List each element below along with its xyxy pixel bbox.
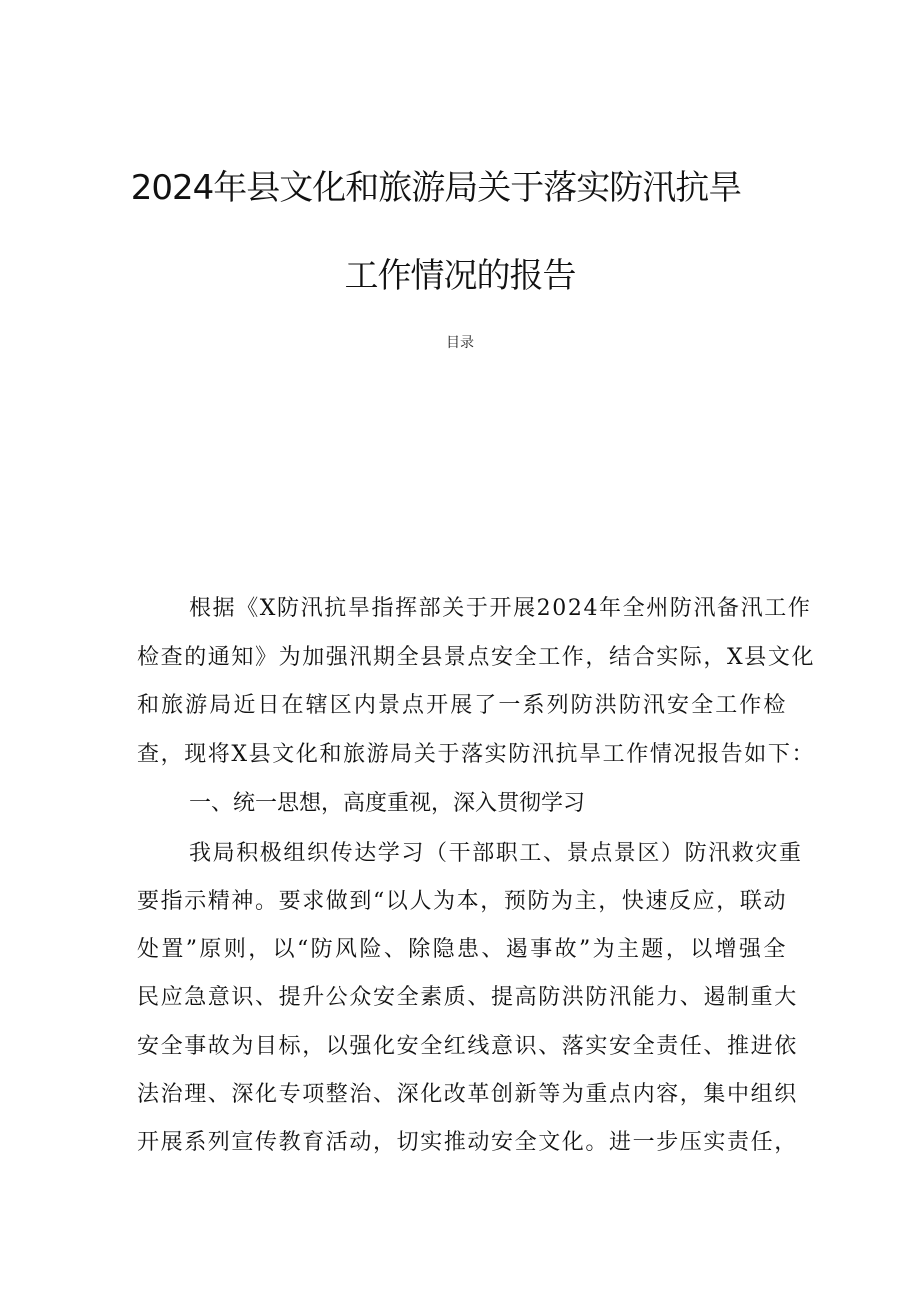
paragraph-line: 安全事故为目标，以强化安全红线意识、落实安全责任、推进依 <box>137 1034 798 1059</box>
paragraph-line: 检查的通知》为加强汛期全县景点安全工作，结合实际，X县文化 <box>137 645 816 670</box>
paragraph-line: 法治理、深化专项整治、深化改革创新等为重点内容，集中组织 <box>137 1082 798 1107</box>
paragraph-line: 查，现将X县文化和旅游局关于落实防汛抗旱工作情况报告如下： <box>137 742 816 767</box>
paragraph-line: 我局积极组织传达学习（干部职工、景点景区）防汛救灾重 <box>189 841 803 866</box>
document-title-line-2: 工作情况的报告 <box>344 256 576 296</box>
toc-label: 目录 <box>446 335 474 351</box>
paragraph-line: 处置”原则，以“防风险、除隐患、遏事故”为主题，以增强全 <box>137 937 787 962</box>
document-title-line-1: 2024年县文化和旅游局关于落实防汛抗旱 <box>130 168 742 208</box>
paragraph-line: 开展系列宣传教育活动，切实推动安全文化。进一步压实责任， <box>137 1130 798 1155</box>
paragraph-line: 根据《X防汛抗旱指挥部关于开展2024年全州防汛备汛工作 <box>189 596 812 621</box>
paragraph-line: 和旅游局近日在辖区内景点开展了一系列防洪防汛安全工作检 <box>137 693 787 718</box>
paragraph-line: 要指示精神。要求做到“以人为本，预防为主，快速反应，联动 <box>137 889 788 914</box>
section-heading: 一、统一思想，高度重视，深入贯彻学习 <box>189 791 586 816</box>
paragraph-line: 民应急意识、提升公众安全素质、提高防洪防汛能力、遏制重大 <box>137 985 798 1010</box>
